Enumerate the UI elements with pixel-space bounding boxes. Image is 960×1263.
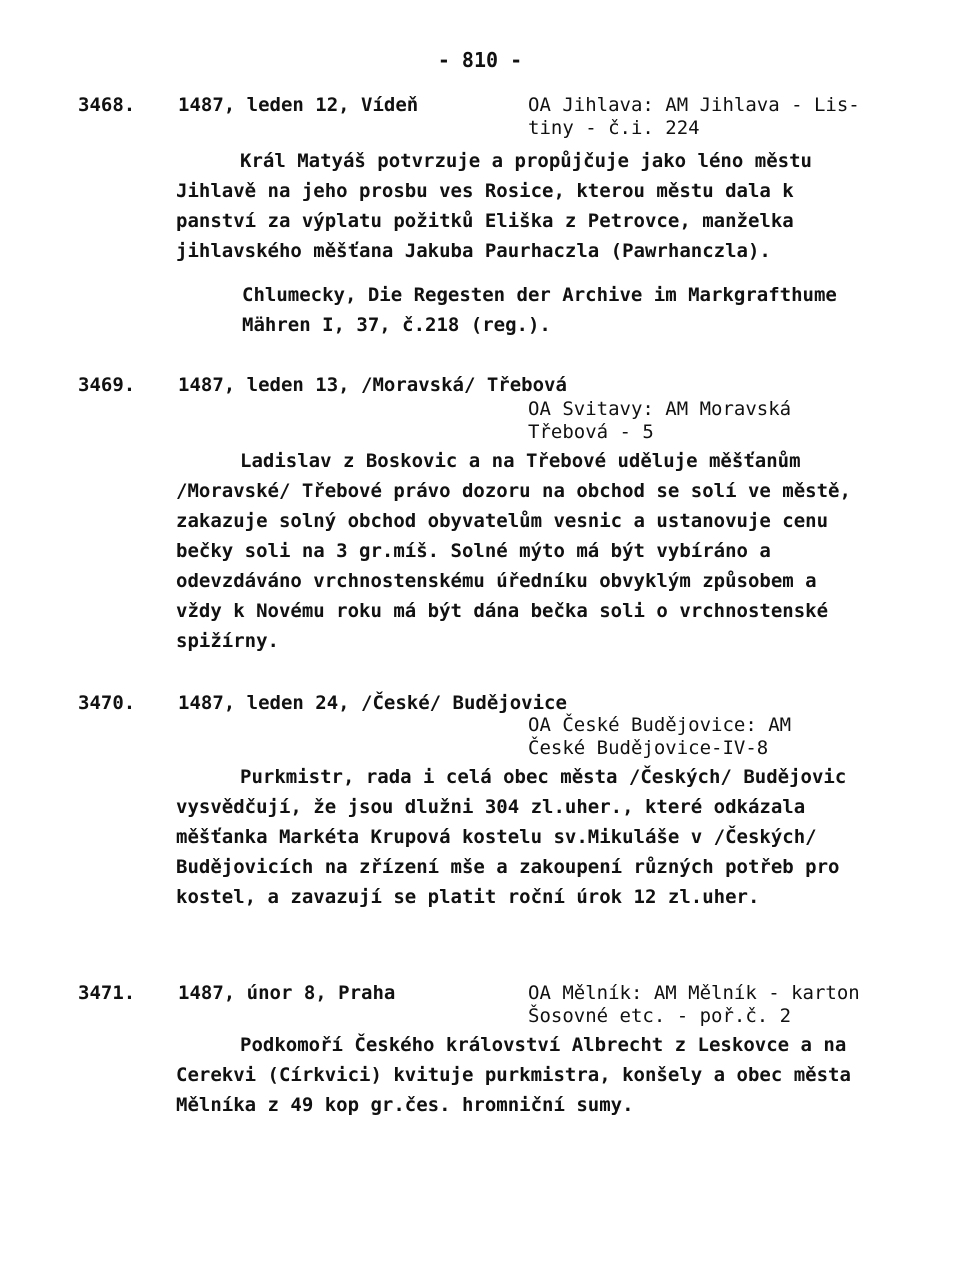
entry-number: 3468. (78, 94, 136, 116)
regest-paragraph: Podkomoří Českého království Albrecht z Leskovce a na Cerekvi (Církvici) kvituje purkmistra, konšely a obec města Mělníka z 49 kop gr.čes. hromniční sumy. (176, 1034, 851, 1116)
page-number: - 810 - (437, 48, 523, 72)
entry-date-place: 1487, leden 12, Vídeň (178, 94, 419, 116)
entry-archive-reference: OA Mělník: AM Mělník - karton Šosovné etc. - poř.č. 2 (528, 982, 860, 1027)
entry-archive-reference: OA Svitavy: AM Moravská Třebová - 5 (528, 398, 792, 443)
entry-regest-text (176, 146, 866, 266)
regest-paragraph: Ladislav z Boskovic a na Třebové uděluje měšťanům /Moravské/ Třebové právo dozoru na obchod se solí ve městě, zakazuje solný obchod obyvatelům vesnic a ustanovuje cenu bečky soli na 3 gr.míš. Solné mýto má být vybíráno a odevzdáváno vrchnostenskému úředníku obvyklým způsobem a vždy k Novému roku má být dána bečka soli o vrchnostenské spižírny. (176, 450, 851, 652)
entry-date-place: 1487, leden 24, /České/ Budějovice (178, 692, 567, 714)
entry-archive-reference: OA České Budějovice: AM České Budějovice-IV-8 (528, 714, 792, 759)
entry-date-place: 1487, leden 13, /Moravská/ Třebová (178, 374, 567, 396)
entry-number: 3470. (78, 692, 136, 714)
regest-paragraph: Král Matyáš potvrzuje a propůjčuje jako léno městu Jihlavě na jeho prosbu ves Rosice, kterou městu dala k panství za výplatu požitků Eliška z Petrovce, manželka jihlavského měšťana Jakuba Paurhaczla (Pawrhanczla). (176, 150, 812, 262)
entry-archive-reference: OA Jihlava: AM Jihlava - Lis- tiny - č.i. 224 (528, 94, 860, 139)
entry-regest-text (176, 446, 866, 656)
entry-number: 3471. (78, 982, 136, 1004)
entry-date-place: 1487, únor 8, Praha (178, 982, 396, 1004)
entry-regest-text (176, 762, 866, 912)
entry-number: 3469. (78, 374, 136, 396)
entry-literature: Chlumecky, Die Regesten der Archive im Markgrafthume Mähren I, 37, č.218 (reg.). (242, 284, 837, 336)
regest-paragraph: Purkmistr, rada i celá obec města /Českých/ Budějovic vysvědčují, že jsou dlužni 304 zl.uher., které odkázala měšťanka Markéta Krupová kostelu sv.Mikuláše v /Českých/ Budějovicích na zřízení mše a zakoupení různých potřeb pro kostel, a zavazují se platit roční úrok 12 zl.uher. (176, 766, 847, 908)
entry-regest-text (176, 1030, 866, 1120)
